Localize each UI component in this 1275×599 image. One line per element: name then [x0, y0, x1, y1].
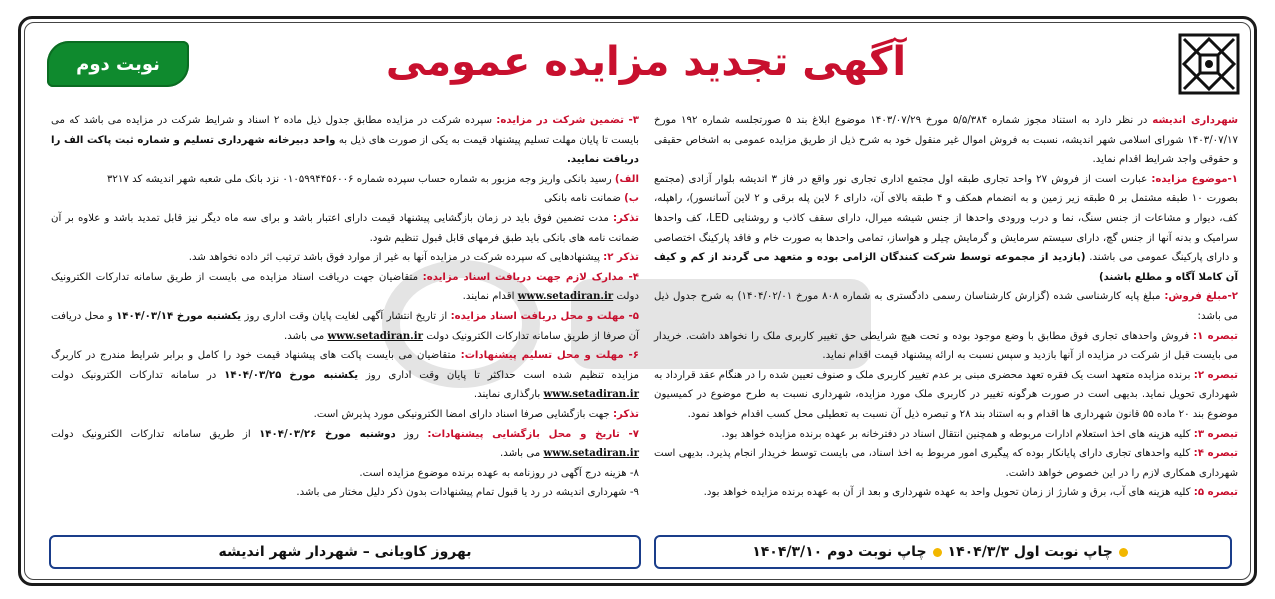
- ad-title: آگهی تجدید مزایده عمومی: [385, 39, 907, 85]
- setadiran-link-3[interactable]: www.setadiran.ir: [543, 388, 639, 401]
- print-first-date: چاپ نوبت اول ۱۴۰۴/۳/۳: [947, 544, 1113, 560]
- subject-lead: ۱-موضوع مزایده:: [1151, 173, 1238, 185]
- opening-lead: ۷- تاریخ و محل بازگشایی پیشنهادات:: [427, 428, 640, 440]
- documents-paragraph: [51, 268, 639, 307]
- submission-date: یکشنبه مورخ ۱۴۰۴/۰۳/۲۵: [224, 369, 359, 381]
- note-4: [654, 444, 1238, 483]
- guarantee-option-a: [51, 170, 639, 190]
- print-second-date: چاپ نوبت دوم ۱۴۰۴/۳/۱۰: [752, 544, 927, 560]
- cost-paragraph: ۸- هزینه درج آگهی در روزنامه به عهده برنده موضوع مزایده است.: [359, 467, 639, 479]
- reminder-2: [51, 248, 639, 268]
- note-1: [654, 327, 1238, 366]
- deadline-documents-end: می باشد.: [283, 330, 328, 342]
- reminder-2-lead: تذکر ۲:: [603, 252, 639, 264]
- note-4-lead: تبصره ۴:: [1193, 448, 1238, 460]
- signature-box: [49, 535, 641, 569]
- price-paragraph: [654, 287, 1238, 326]
- note-5-text: کلیه هزینه های آب، برق و شارژ از زمان تحویل واحد به عهده شهرداری و بعد از آن به عهده برنده مزایده خواهد بود.: [703, 487, 1194, 499]
- opening-date: دوشنبه مورخ ۱۴۰۴/۰۳/۲۶: [259, 428, 396, 440]
- subject-visit-note: (بازدید از مجموعه توسط شرکت کنندگان الزامی بوده و متعهد می گردند از کم و کیف آن کاملا آگاه و مطلع باشند): [654, 252, 1238, 283]
- reminder-1-text: مدت تضمین فوق باید در زمان بازگشایی پیشنهاد قیمت دارای اعتبار باشد و برای سه ماه دیگر نیز قابل تمدید باشد و علاوه بر آن ضمانت نامه های بانکی باید طبق فرمهای قابل قبول تنظیم شود.: [51, 212, 639, 244]
- deadline-documents-lead: ۵- مهلت و محل دریافت اسناد مزایده:: [450, 310, 639, 322]
- guarantee-text: سپرده شرکت در مزایده مطابق جدول ذیل ماده ۲ اسناد و شرایط شرکت در مزایده می باشد که می بایست تا پایان مهلت تسلیم پیشنهاد قیمت به یکی از صورت های ذیل به: [51, 115, 640, 146]
- reminder-3: [51, 405, 639, 425]
- deadline-documents-date: یکشنبه مورخ ۱۴۰۴/۰۳/۱۴: [116, 310, 242, 322]
- guarantee-option-b: [51, 189, 639, 209]
- bullet-dot: [1119, 548, 1128, 557]
- submission-mid: در سامانه تدارکات الکترونیک دولت: [51, 369, 225, 381]
- subject-text: عبارت است از فروش ۲۷ واحد تجاری طبقه اول مجتمع اداری تجاری نور واقع در فاز ۳ اندیشه بلوار آزادی (مجتمع بصورت ۱۰ طبقه مشتمل بر ۵ طبقه زیر زمین و به انضمام همکف و ۴ طبقه بالای آن، دارای ۶ لاین پله برقی و ۲ لاین آسانسور)، راهپله، کف، دیوار و مشاعات از جنس سنگ، نما و درب ورودی واحدها از جنس شیشه میرال، دارای سقف کاذب و روشنایی LED، کف واحدها سراميک و بدنه آنها از جنس گچ، دارای سیستم سرمایش و گرمایش چیلر و هواساز، تمامی واحدها به صورت خام و فاقد پارکینگ اختصاصی و دارای پارکینگ عمومی می باشند.: [654, 173, 1239, 264]
- guarantee-lead: ۳- تضمین شرکت در مزایده:: [496, 115, 640, 126]
- documents-lead: ۴- مدارک لازم جهت دریافت اسناد مزایده:: [422, 271, 639, 283]
- subject-paragraph: [654, 170, 1238, 288]
- intro-lead: شهرداری اندیشه: [1152, 115, 1238, 126]
- option-b-lead: ب): [624, 193, 639, 205]
- price-lead: ۲-مبلغ فروش:: [1164, 291, 1238, 303]
- reminder-1-lead: تذکر:: [612, 212, 639, 224]
- intro-paragraph: [654, 111, 1238, 170]
- deadline-documents-mid: و محل دریافت آن صرفا از طریق سامانه تدارکات الکترونیک دولت: [51, 310, 639, 342]
- rights-paragraph: ۹- شهرداری اندیشه در رد یا قبول تمام پیشنهادات بدون ذکر دلیل مختار می باشد.: [296, 487, 639, 499]
- opening-paragraph: [51, 425, 639, 464]
- submission-paragraph: [51, 346, 639, 405]
- note-1-lead: تبصره ۱:: [1193, 330, 1238, 342]
- opening-text: روز: [395, 428, 428, 440]
- price-text: مبلغ پایه کارشناسی شده (گزارش کارشناسان رسمی دادگستری به شماره ۸۰۸ مورخ ۱۴۰۴/۰۲/۰۱) به شرح جدول ذیل می باشد:: [654, 291, 1238, 322]
- deadline-documents-paragraph: [51, 307, 639, 346]
- opening-end: می باشد.: [499, 448, 544, 460]
- note-2-lead: تبصره ۲:: [1193, 369, 1239, 381]
- setadiran-link-2[interactable]: www.setadiran.ir: [327, 329, 423, 342]
- reminder-1: [51, 209, 639, 248]
- option-a-lead: الف): [614, 173, 639, 185]
- submission-text: متقاضیان می بایست پاکت های پیشنهاد قیمت خود را کامل و برابر شرایط مندرج در کاربرگ مزایده تنظیم شده است حداکثر تا پایان وقت اداری روز: [51, 350, 639, 381]
- andisheh-municipality-logo: [1178, 33, 1240, 95]
- deadline-documents-text: از تاریخ انتشار آگهی لغایت پایان وقت اداری روز: [241, 310, 451, 322]
- setadiran-link-4[interactable]: www.setadiran.ir: [543, 447, 639, 460]
- submission-lead: ۶- مهلت و محل تسلیم پیشنهادات:: [460, 350, 640, 362]
- note-3-text: کلیه هزینه های اخذ استعلام ادارات مربوطه و همچنین انتقال اسناد در دفترخانه بر عهده برنده مزایده خواهد بود.: [721, 428, 1194, 440]
- note-1-text: فروش واحدهای تجاری فوق مطابق با وضع موجود بوده و تحت هیچ شرایطی حق تغییر کاربری ملک را نخواهد داشت. خریدار می بایست قبل از شرکت در مزایده از آنها بازدید و سپس نسبت به ارائه پیشنهاد قیمت اقدام نماید.: [654, 330, 1238, 362]
- note-2-text: برنده مزایده متعهد است یک فقره تعهد محضری مبنی بر عدم تغییر کاربری ملک و صنوف تعیین شده را در هنگام عقد قرارداد به شهرداری تحویل نماید. بدیهی است در صورت هرگونه تغییر در کاربری ملک مورد مزایده، شهرداری نسبت به طرح موضوع در کمیسیون موضوع بند ۲۰ ماده ۵۵ قانون شهرداری ها اقدام و به استناد بند ۲۸ و تبصره ذیل آن نسبت به تعطیلی محل کسب اقدام خواهد نمود.: [654, 369, 1238, 420]
- bullet-dot: [933, 548, 942, 557]
- left-column: [51, 111, 639, 503]
- reminder-3-text: جهت بازگشایی صرفا اسناد دارای امضا الکترونیکی مورد پذیرش است.: [313, 408, 613, 420]
- setadiran-link-1[interactable]: www.setadiran.ir: [517, 290, 614, 303]
- documents-end: اقدام نمایند.: [462, 291, 518, 303]
- documents-text: متقاضیان جهت دریافت اسناد مزایده می بایست از طریق سامانه تدارکات الکترونیک دولت: [51, 271, 639, 303]
- note-4-text: کلیه واحدهای تجاری دارای پایانکار بوده که پیگیری امور مربوط به اخذ اسناد، می بایست توسط خریدار انجام پذیرد. بدیهی است شهرداری همکاری لازم را در این خصوص خواهد داشت.: [654, 448, 1238, 479]
- note-3-lead: تبصره ۳:: [1193, 428, 1238, 440]
- option-b-text: ضمانت نامه بانکی: [544, 193, 625, 205]
- reminder-3-lead: تذکر:: [612, 408, 639, 420]
- note-5-lead: تبصره ۵:: [1193, 487, 1238, 499]
- intro-text: در نظر دارد به استناد مجوز شماره ۵/۵/۳۸۴ مورخ ۱۴۰۳/۰۷/۲۹ موضوع ابلاغ بند ۵ صورتجلسه شماره ۱۹۲ مورخ ۱۴۰۳/۰۷/۱۷ شورای اسلامی شهر اندیشه، نسبت به فروش اموال غیر منقول خود به شرح ذیل از طریق مزایده عمومی به اشخاص حقیقی و حقوقی واجد شرایط اقدام نماید.: [654, 115, 1238, 166]
- right-column: [654, 111, 1238, 503]
- note-5: [654, 483, 1238, 503]
- second-round-badge: نوبت دوم: [47, 41, 189, 87]
- guarantee-paragraph: [51, 111, 639, 170]
- reminder-2-text: پیشنهادهایی که سپرده شرکت در مزایده آنها به غیر از موارد فوق باشد ترتیب اثر داده نخواهد شد.: [188, 252, 604, 264]
- submission-end: بارگذاری نمایند.: [473, 389, 544, 401]
- note-3: [654, 425, 1238, 445]
- mayor-signature: بهروز کاویانی – شهردار شهر اندیشه: [218, 544, 472, 560]
- guarantee-bold: واحد دبیرخانه شهرداری تسلیم و شماره ثبت پاکت الف را دریافت نمایید.: [51, 134, 639, 166]
- footer: [49, 535, 1232, 569]
- ad-frame: [18, 16, 1257, 586]
- note-2: [654, 366, 1238, 425]
- option-a-text: رسید بانکی واریز وجه مزبور به شماره حساب سپرده شماره ۰۱۰۵۹۹۴۴۵۶۰۰۶ نزد بانک ملی شعبه شهر اندیشه کد ۳۲۱۷: [106, 173, 615, 185]
- print-dates-box: [654, 535, 1232, 569]
- opening-mid: از طریق سامانه تدارکات الکترونیک دولت: [51, 428, 260, 440]
